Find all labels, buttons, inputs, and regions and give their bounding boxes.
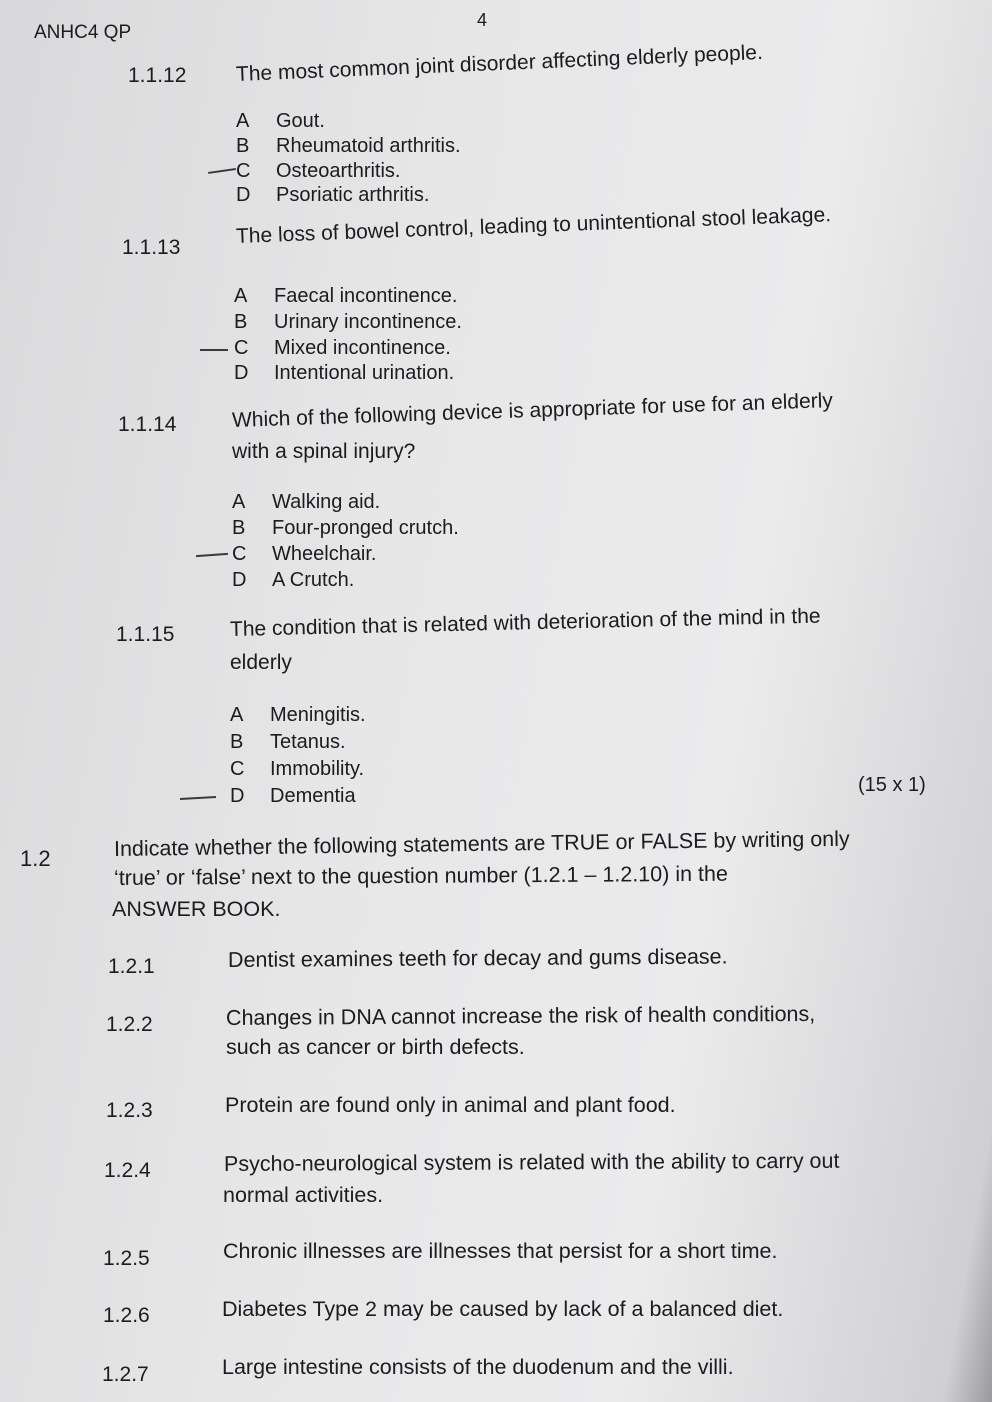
option-text: Psoriatic arthritis. (276, 184, 430, 206)
option-letter: D (236, 184, 251, 206)
question-text: The loss of bowel control, leading to unintentional stool leakage. (235, 203, 832, 248)
option-text: Rheumatoid arthritis. (276, 135, 461, 157)
option-letter: C (234, 337, 249, 359)
section-instruction: Indicate whether the following statements are TRUE or FALSE by writing only (113, 826, 850, 861)
question-text: Which of the following device is appropriate for use for an elderly (231, 389, 834, 432)
statement-text: Large intestine consists of the duodenum and the villi. (222, 1355, 734, 1379)
section-number: 1.2 (20, 846, 51, 871)
option-text: Faecal incontinence. (274, 285, 458, 307)
option-text: Urinary incontinence. (274, 311, 462, 333)
option-text: Meningitis. (270, 704, 366, 726)
question-number: 1.1.12 (128, 64, 187, 87)
option-text: Gout. (276, 110, 325, 132)
option-c (232, 543, 377, 566)
statement-text: Changes in DNA cannot increase the risk of health conditions, (225, 1001, 816, 1030)
option-letter: B (232, 517, 246, 539)
question-text: with a spinal injury? (232, 440, 416, 463)
option-a (236, 110, 325, 133)
statement-text: such as cancer or birth defects. (226, 1035, 525, 1059)
option-text: Osteoarthritis. (276, 160, 401, 182)
statement-text: Protein are found only in animal and plant food. (225, 1093, 676, 1117)
question-number: 1.1.15 (116, 623, 175, 646)
option-letter: A (234, 285, 248, 307)
option-letter: C (232, 543, 247, 565)
marks-allocation: (15 x 1) (858, 774, 926, 796)
option-letter: C (230, 758, 245, 780)
option-text: Four-pronged crutch. (272, 517, 459, 539)
option-a (230, 704, 366, 727)
question-number: 1.1.14 (118, 413, 177, 436)
statement-number: 1.2.3 (106, 1099, 153, 1122)
statement-text: Chronic illnesses are illnesses that persist for a short time. (223, 1239, 778, 1263)
statement-text: Psycho-neurological system is related with the ability to carry out (223, 1148, 840, 1176)
option-letter: B (236, 135, 250, 157)
option-text: Walking aid. (272, 491, 381, 513)
option-b (234, 311, 462, 334)
option-d (234, 362, 454, 385)
statement-number: 1.2.7 (102, 1363, 149, 1386)
answer-tick-mark (180, 796, 216, 799)
statement-text: Diabetes Type 2 may be caused by lack of a balanced diet. (222, 1297, 784, 1321)
answer-tick-mark (196, 553, 228, 557)
statement-number: 1.2.2 (106, 1013, 153, 1036)
option-d (232, 569, 354, 592)
option-letter: D (234, 362, 249, 384)
option-letter: C (236, 160, 251, 182)
option-text: Mixed incontinence. (274, 337, 451, 359)
section-instruction: ‘true’ or ‘false’ next to the question number (1.2.1 – 1.2.10) in the (113, 861, 728, 890)
option-a (234, 285, 457, 308)
option-text: Tetanus. (270, 731, 346, 753)
option-letter: D (232, 569, 247, 591)
option-letter: B (234, 311, 248, 333)
option-letter: D (230, 785, 245, 807)
option-text: A Crutch. (272, 569, 355, 591)
statement-number: 1.2.1 (108, 955, 155, 978)
option-a (232, 491, 380, 514)
option-b (230, 731, 346, 754)
option-d (236, 184, 429, 207)
page-number: 4 (477, 10, 488, 30)
question-text: elderly (230, 651, 292, 674)
paper-code: ANHC4 QP (34, 22, 132, 43)
statement-number: 1.2.4 (104, 1159, 151, 1182)
statement-text: normal activities. (223, 1183, 384, 1207)
option-c (236, 160, 400, 183)
question-number: 1.1.13 (122, 236, 181, 259)
option-text: Dementia (270, 785, 356, 807)
option-text: Intentional urination. (274, 362, 455, 384)
option-b (232, 517, 459, 540)
option-c (234, 337, 451, 360)
option-letter: A (232, 491, 246, 513)
answer-tick-mark (200, 349, 228, 351)
statement-text: Dentist examines teeth for decay and gums disease. (227, 944, 728, 972)
option-c (230, 758, 364, 781)
section-instruction: ANSWER BOOK. (112, 897, 281, 921)
question-text: The condition that is related with deterioration of the mind in the (229, 604, 821, 641)
option-text: Wheelchair. (272, 543, 377, 565)
statement-number: 1.2.5 (103, 1247, 150, 1270)
option-letter: A (236, 110, 250, 132)
option-b (236, 135, 461, 158)
option-text: Immobility. (270, 758, 365, 780)
option-letter: A (230, 704, 244, 726)
option-letter: B (230, 731, 244, 753)
answer-tick-mark (208, 168, 236, 173)
question-text: The most common joint disorder affecting elderly people. (235, 40, 764, 86)
statement-number: 1.2.6 (103, 1304, 150, 1327)
option-d (230, 785, 356, 808)
